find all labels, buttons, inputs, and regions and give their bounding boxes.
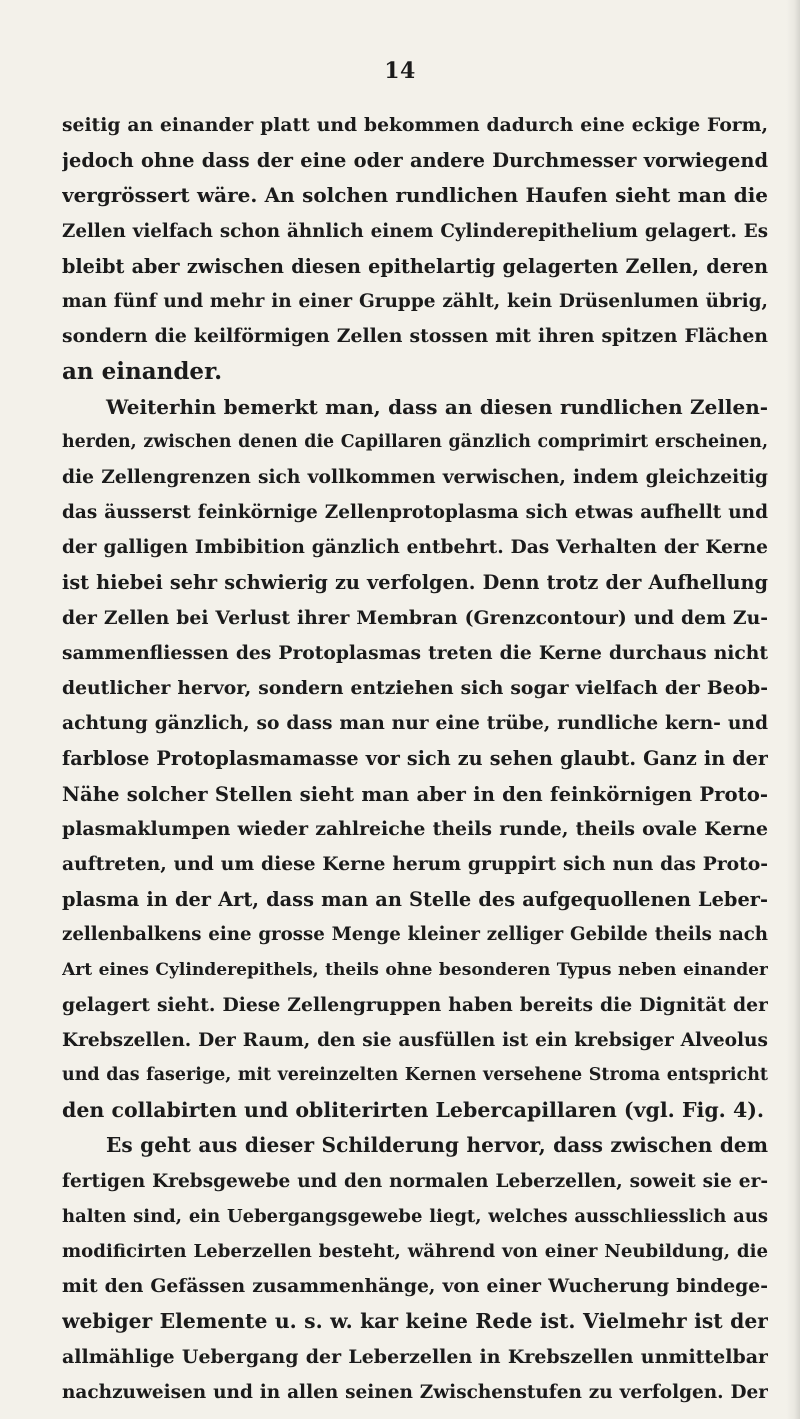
text-line: sammenfliessen des Protoplasmas treten die Kerne durchaus nicht	[62, 641, 768, 664]
text-line: seitig an einander platt und bekommen dadurch eine eckige Form,	[62, 114, 768, 136]
page-number: 14	[384, 58, 416, 84]
text-line: fertigen Krebsgewebe und den normalen Leberzellen, soweit sie er-	[62, 1170, 768, 1192]
text-line: ist hiebei sehr schwierig zu verfolgen. Denn trotz der Aufhellung	[62, 571, 768, 595]
text-line: nachzuweisen und in allen seinen Zwischenstufen zu verfolgen. Der	[62, 1381, 768, 1403]
text-line: den collabirten und obliterirten Lebercapillaren (vgl. Fig. 4).	[62, 1098, 765, 1123]
text-line: an einander.	[62, 358, 223, 386]
text-line: gelagert sieht. Diese Zellengruppen haben bereits die Dignität der	[62, 993, 768, 1016]
text-line: halten sind, ein Uebergangsgewebe liegt, welches ausschliesslich aus	[62, 1205, 768, 1227]
text-line: auftreten, und um diese Kerne herum gruppirt sich nun das Proto-	[62, 852, 768, 875]
text-line: das äusserst feinkörnige Zellenprotoplasma sich etwas aufhellt und	[62, 502, 768, 524]
text-line: der galligen Imbibition gänzlich entbehrt. Das Verhalten der Kerne	[62, 537, 768, 559]
text-line: mit den Gefässen zusammenhänge, von einer Wucherung bindege-	[62, 1275, 768, 1298]
text-line: die Zellengrenzen sich vollkommen verwischen, indem gleichzeitig	[62, 465, 768, 488]
text-line: achtung gänzlich, so dass man nur eine trübe, rundliche kern- und	[62, 712, 768, 735]
body-text	[62, 108, 768, 1410]
text-line: jedoch ohne dass der eine oder andere Durchmesser vorwiegend	[62, 149, 768, 173]
text-line: der Zellen bei Verlust ihrer Membran (Grenzcontour) und dem Zu-	[62, 606, 768, 629]
text-line: Art eines Cylinderepithels, theils ohne besonderen Typus neben einander	[62, 959, 768, 980]
text-line: farblose Protoplasmamasse vor sich zu sehen glaubt. Ganz in der	[62, 747, 768, 771]
text-line: zellenbalkens eine grosse Menge kleiner zelliger Gebilde theils nach	[62, 924, 768, 946]
text-line: herden, zwischen denen die Capillaren gänzlich comprimirt erscheinen,	[62, 431, 768, 452]
text-line: vergrössert wäre. An solchen rundlichen Haufen sieht man die	[62, 183, 768, 208]
text-line: allmählige Uebergang der Leberzellen in Krebszellen unmittelbar	[62, 1345, 768, 1368]
text-line: Weiterhin bemerkt man, dass an diesen rundlichen Zellen-	[106, 394, 768, 419]
text-line: sondern die keilförmigen Zellen stossen mit ihren spitzen Flächen	[62, 325, 768, 348]
text-line: Krebszellen. Der Raum, den sie ausfüllen ist ein krebsiger Alveolus	[62, 1029, 768, 1051]
page-edge-shadow	[786, 0, 800, 1419]
text-line: und das faserige, mit vereinzelten Kernen versehene Stroma entspricht	[62, 1065, 768, 1086]
text-line: man fünf und mehr in einer Gruppe zählt, kein Drüsenlumen übrig,	[62, 290, 768, 312]
text-line: plasmaklumpen wieder zahlreiche theils runde, theils ovale Kerne	[62, 817, 768, 840]
text-line: bleibt aber zwischen diesen epithelartig gelagerten Zellen, deren	[62, 254, 768, 278]
text-line: Zellen vielfach schon ähnlich einem Cylinderepithelium gelagert. Es	[62, 220, 768, 242]
text-line: modificirten Leberzellen besteht, während von einer Neubildung, die	[62, 1241, 768, 1262]
text-line: deutlicher hervor, sondern entziehen sich sogar vielfach der Beob-	[62, 677, 768, 699]
text-line: Es geht aus dieser Schilderung hervor, dass zwischen dem	[106, 1133, 768, 1158]
text-line: Nähe solcher Stellen sieht man aber in den feinkörnigen Proto-	[62, 782, 768, 806]
text-line: plasma in der Art, dass man an Stelle des aufgequollenen Leber-	[62, 888, 768, 912]
text-line: webiger Elemente u. s. w. kar keine Rede ist. Vielmehr ist der	[62, 1309, 768, 1334]
